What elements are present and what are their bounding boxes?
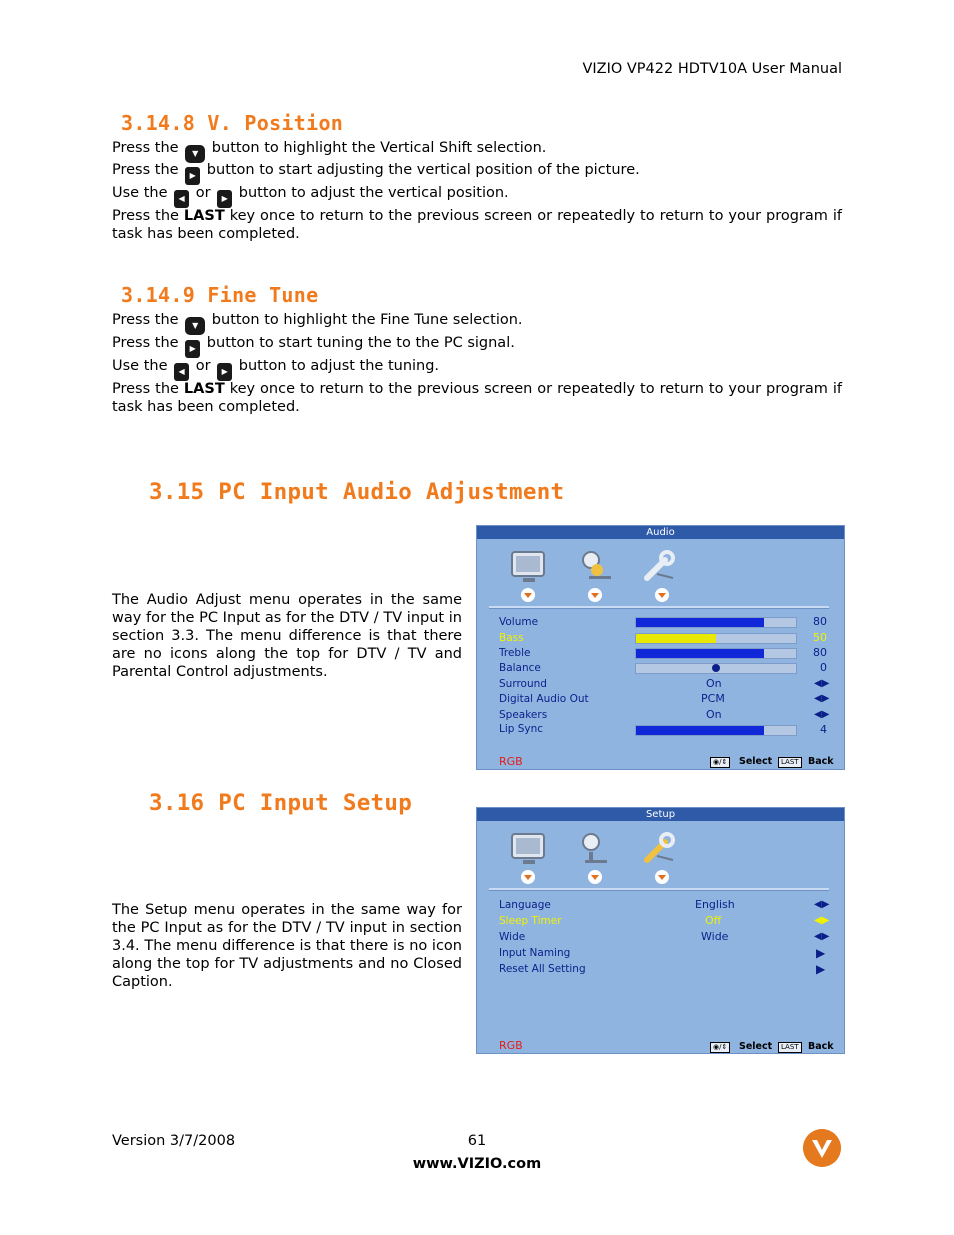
- sleep-timer-value: Off: [705, 914, 722, 927]
- fine-line-1: [112, 312, 523, 335]
- lip-sync-bar-fill: [636, 726, 764, 735]
- select-hint: Select: [739, 1041, 773, 1052]
- speakers-value: On: [706, 708, 722, 721]
- vpos-line-1: [112, 140, 546, 163]
- lip-sync-value: 4: [820, 723, 827, 736]
- vpos-line-2-a: Press the: [112, 162, 179, 178]
- setup-menu-title: Setup: [477, 808, 844, 821]
- left-right-arrows-icon[interactable]: ◀▶: [814, 899, 830, 910]
- audio-row-lip-sync[interactable]: Lip Sync: [499, 723, 544, 735]
- vizio-logo-icon: [803, 1129, 841, 1167]
- left-key-icon: ◀: [174, 190, 189, 208]
- heading-fine-tune: 3.14.9 Fine Tune: [121, 283, 319, 307]
- last-key-label: LAST: [183, 208, 225, 224]
- audio-menu-screenshot: [476, 525, 845, 770]
- left-right-arrows-icon[interactable]: ◀▶: [814, 931, 830, 942]
- setup-row-reset-all[interactable]: Reset All Setting: [499, 963, 586, 975]
- input-source-label: RGB: [499, 1039, 523, 1052]
- audio-row-treble[interactable]: Treble: [499, 647, 531, 659]
- vpos-line-3-or: or: [195, 185, 211, 201]
- chevron-down-icon: [521, 870, 535, 884]
- lip-sync-bar[interactable]: [635, 725, 797, 736]
- right-key-icon: ▶: [217, 190, 232, 208]
- fine-line-3: [112, 358, 439, 381]
- vpos-line-4-b: key once to return to the previous screen or repeatedly to return to your program if task has been completed.: [112, 208, 843, 242]
- fine-line-2-b: button to start tuning the to the PC signal.: [206, 335, 515, 351]
- wrench-setup-icon: [639, 548, 683, 586]
- left-right-arrows-icon[interactable]: ◀▶: [814, 678, 830, 689]
- setup-row-language[interactable]: Language: [499, 899, 551, 911]
- tv-picture-icon: [507, 830, 551, 868]
- vpos-line-4-a: Press the: [112, 208, 179, 224]
- treble-value: 80: [813, 646, 827, 659]
- heading-v-position: 3.14.8 V. Position: [121, 111, 344, 135]
- balance-value: 0: [820, 661, 827, 674]
- audio-row-speakers[interactable]: Speakers: [499, 709, 548, 721]
- setup-menu-screenshot: [476, 807, 845, 1054]
- treble-bar[interactable]: [635, 648, 797, 659]
- version-label: Version 3/7/2008: [112, 1133, 236, 1149]
- nav-keys-icon: ◉/⇕: [710, 757, 730, 768]
- chevron-down-icon: [655, 588, 669, 602]
- bass-bar[interactable]: [635, 633, 797, 644]
- left-right-arrows-icon[interactable]: ◀▶: [814, 709, 830, 720]
- audio-row-digital-out[interactable]: Digital Audio Out: [499, 693, 589, 705]
- fine-line-2: [112, 335, 515, 358]
- setup-row-sleep-timer[interactable]: Sleep Timer: [499, 915, 562, 927]
- fine-line-1-a: Press the: [112, 312, 179, 328]
- chevron-down-icon: [588, 588, 602, 602]
- vpos-line-3-a: Use the: [112, 185, 168, 201]
- digital-out-value: PCM: [701, 692, 725, 705]
- volume-value: 80: [813, 615, 827, 628]
- speaker-audio-icon: [573, 548, 617, 586]
- left-key-icon: ◀: [174, 363, 189, 381]
- surround-value: On: [706, 677, 722, 690]
- language-value: English: [695, 898, 735, 911]
- audio-description: The Audio Adjust menu operates in the same way for the PC Input as for the DTV / TV input in section 3.3. The menu difference is that there are no icons along the top for DTV / TV and Parental Control adjustments.: [112, 592, 462, 680]
- wrench-setup-icon: [639, 830, 683, 868]
- right-key-icon: ▶: [185, 340, 200, 358]
- setup-row-input-naming[interactable]: Input Naming: [499, 947, 571, 959]
- vpos-line-2-b: button to start adjusting the vertical position of the picture.: [206, 162, 640, 178]
- volume-bar[interactable]: [635, 617, 797, 628]
- menu-icon-row: [477, 548, 844, 608]
- website-link[interactable]: www.VIZIO.com: [412, 1156, 542, 1172]
- menu-separator: [489, 888, 829, 891]
- menu-separator: [489, 606, 829, 609]
- heading-setup: 3.16 PC Input Setup: [149, 790, 413, 816]
- audio-row-balance[interactable]: Balance: [499, 662, 541, 674]
- menu-icon-row: [477, 830, 844, 890]
- fine-line-1-b: button to highlight the Fine Tune selection.: [211, 312, 523, 328]
- vpos-line-1-a: Press the: [112, 140, 179, 156]
- back-hint: Back: [808, 1041, 834, 1052]
- heading-audio-adjustment: 3.15 PC Input Audio Adjustment: [149, 479, 565, 505]
- select-hint: Select: [739, 756, 773, 767]
- fine-line-4-b: key once to return to the previous screen or repeatedly to return to your program if task has been completed.: [112, 381, 843, 415]
- manual-title: VIZIO VP422 HDTV10A User Manual: [582, 61, 842, 77]
- fine-line-3-b: button to adjust the tuning.: [238, 358, 440, 374]
- down-key-icon: ▼: [185, 145, 205, 163]
- bass-value: 50: [813, 631, 827, 644]
- vpos-line-1-b: button to highlight the Vertical Shift selection.: [211, 140, 547, 156]
- input-source-label: RGB: [499, 755, 523, 768]
- fine-line-4: [112, 380, 842, 416]
- speaker-audio-icon: [573, 830, 617, 868]
- setup-description: The Setup menu operates in the same way for the PC Input as for the DTV / TV input in section 3.4. The menu difference is that there is no icon along the top for TV adjustments and no Closed Caption.: [112, 902, 462, 990]
- bass-bar-fill: [636, 634, 716, 643]
- page-number: 61: [467, 1133, 487, 1149]
- fine-line-2-a: Press the: [112, 335, 179, 351]
- fine-line-4-a: Press the: [112, 381, 179, 397]
- down-key-icon: ▼: [185, 317, 205, 335]
- balance-knob: [712, 664, 720, 672]
- chevron-down-icon: [655, 870, 669, 884]
- nav-keys-icon: ◉/⇕: [710, 1042, 730, 1053]
- wide-value: Wide: [701, 930, 729, 943]
- vpos-line-3: [112, 185, 509, 208]
- audio-menu-title: Audio: [477, 526, 844, 539]
- vpos-line-3-b: button to adjust the vertical position.: [238, 185, 509, 201]
- audio-row-volume[interactable]: Volume: [499, 616, 539, 628]
- right-key-icon: ▶: [185, 167, 200, 185]
- left-right-arrows-icon[interactable]: ◀▶: [814, 693, 830, 704]
- chevron-down-icon: [588, 870, 602, 884]
- last-key-label: LAST: [183, 381, 225, 397]
- left-right-arrows-icon[interactable]: ◀▶: [814, 915, 830, 926]
- audio-row-bass[interactable]: Bass: [499, 632, 524, 644]
- last-key-badge: LAST: [778, 1042, 802, 1053]
- tv-picture-icon: [507, 548, 551, 586]
- chevron-right-icon[interactable]: ▶: [816, 946, 826, 960]
- volume-bar-fill: [636, 618, 764, 627]
- fine-line-3-or: or: [195, 358, 211, 374]
- balance-bar[interactable]: [635, 663, 797, 674]
- vpos-line-2: [112, 162, 640, 185]
- last-key-badge: LAST: [778, 757, 802, 768]
- back-hint: Back: [808, 756, 834, 767]
- chevron-down-icon: [521, 588, 535, 602]
- right-key-icon: ▶: [217, 363, 232, 381]
- chevron-right-icon[interactable]: ▶: [816, 962, 826, 976]
- fine-line-3-a: Use the: [112, 358, 168, 374]
- audio-row-surround[interactable]: Surround: [499, 678, 547, 690]
- treble-bar-fill: [636, 649, 764, 658]
- vpos-line-4: [112, 207, 842, 243]
- setup-row-wide[interactable]: Wide: [499, 931, 526, 943]
